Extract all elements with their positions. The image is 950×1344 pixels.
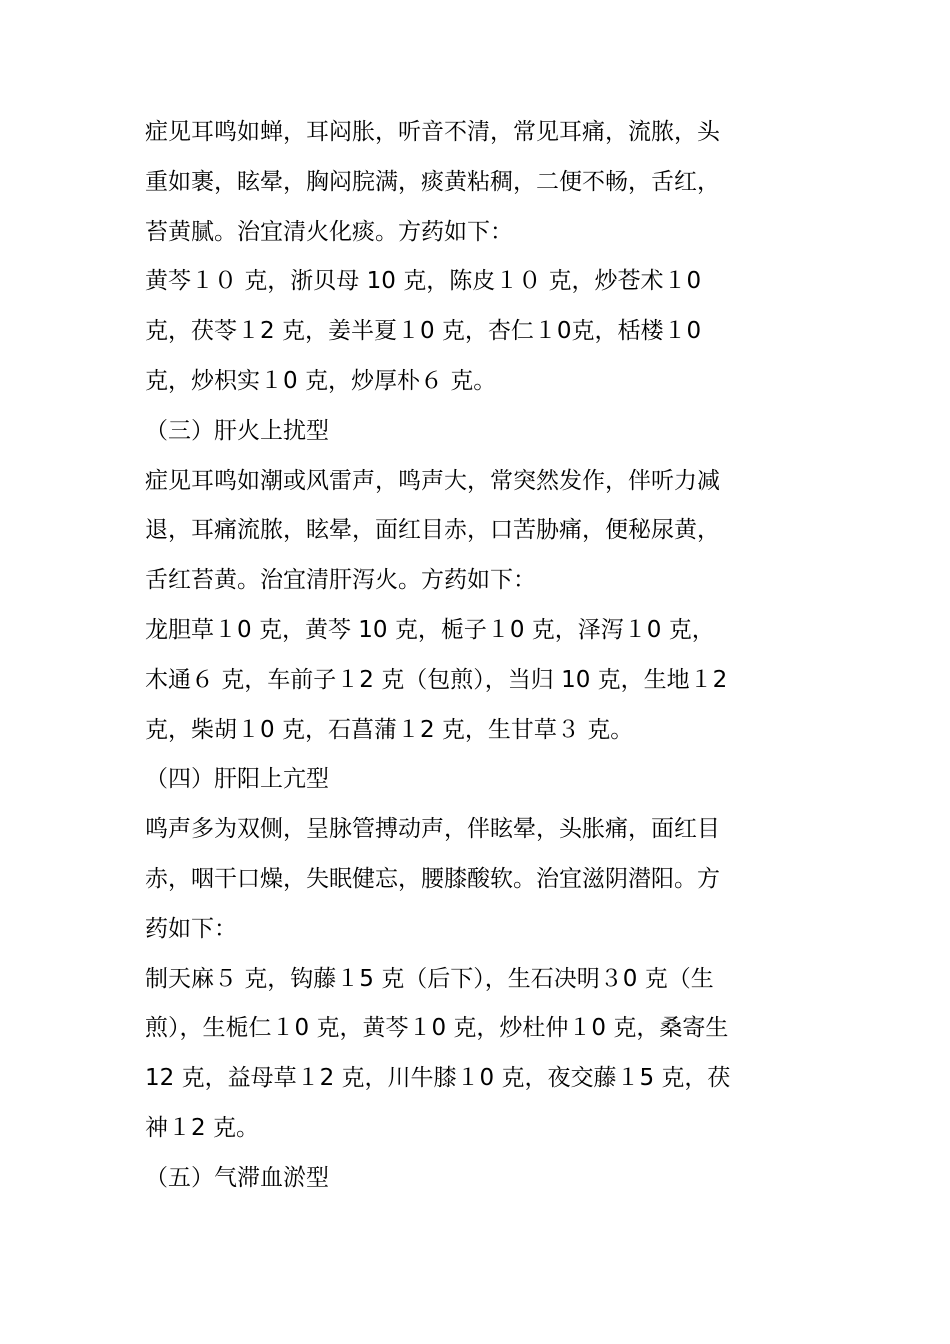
paragraph-line-9: 药如下： (145, 915, 237, 942)
paragraph-line-3: 苔黄腻。治宜清火化痰。方药如下： (145, 218, 513, 245)
prescription-line-7: 制天麻５ 克，钩藤１5 克（后下），生石决明３0 克（生 (145, 965, 714, 992)
prescription-line-1: 黄芩１０ 克，浙贝母 10 克，陈皮１０ 克，炒苍术１0 (145, 268, 702, 295)
paragraph-line-5: 退，耳痛流脓，眩晕，面红目赤，口苦胁痛，便秘尿黄， (145, 517, 720, 544)
paragraph-line-7: 鸣声多为双侧，呈脉管搏动声，伴眩晕，头胀痛，面红目 (145, 816, 720, 843)
section-heading-5: （五）气滞血淤型 (145, 1164, 329, 1191)
paragraph-line-2: 重如裹，眩晕，胸闷脘满，痰黄粘稠，二便不畅，舌红， (145, 168, 720, 195)
paragraph-line-4: 症见耳鸣如潮或风雷声，鸣声大，常突然发作，伴听力减 (145, 467, 720, 494)
section-heading-3: （三）肝火上扰型 (145, 417, 329, 444)
document-page (145, 108, 810, 1204)
prescription-line-2: 克，茯苓１2 克，姜半夏１0 克，杏仁１0克，栝楼１0 (145, 318, 702, 345)
prescription-line-5: 木通６ 克，车前子１2 克（包煎），当归 10 克，生地１2 (145, 666, 728, 693)
prescription-line-8: 煎），生栀仁１0 克，黄芩１0 克，炒杜仲１0 克，桑寄生 (145, 1015, 729, 1042)
paragraph-line-6: 舌红苔黄。治宜清肝泻火。方药如下： (145, 567, 536, 594)
prescription-line-10: 神１2 克。 (145, 1114, 259, 1141)
section-heading-4: （四）肝阳上亢型 (145, 766, 329, 793)
paragraph-line-8: 赤，咽干口燥，失眠健忘，腰膝酸软。治宜滋阴潜阳。方 (145, 865, 720, 892)
prescription-line-4: 龙胆草１0 克，黄芩 10 克，栀子１0 克，泽泻１0 克， (145, 616, 715, 643)
prescription-line-6: 克，柴胡１0 克，石菖蒲１2 克，生甘草３ 克。 (145, 716, 634, 743)
prescription-line-3: 克，炒枳实１0 克，炒厚朴６ 克。 (145, 367, 497, 394)
prescription-line-9: 12 克，益母草１2 克，川牛膝１0 克，夜交藤１5 克，茯 (145, 1065, 731, 1092)
paragraph-line-1: 症见耳鸣如蝉，耳闷胀，听音不清，常见耳痛，流脓，头 (145, 119, 720, 145)
